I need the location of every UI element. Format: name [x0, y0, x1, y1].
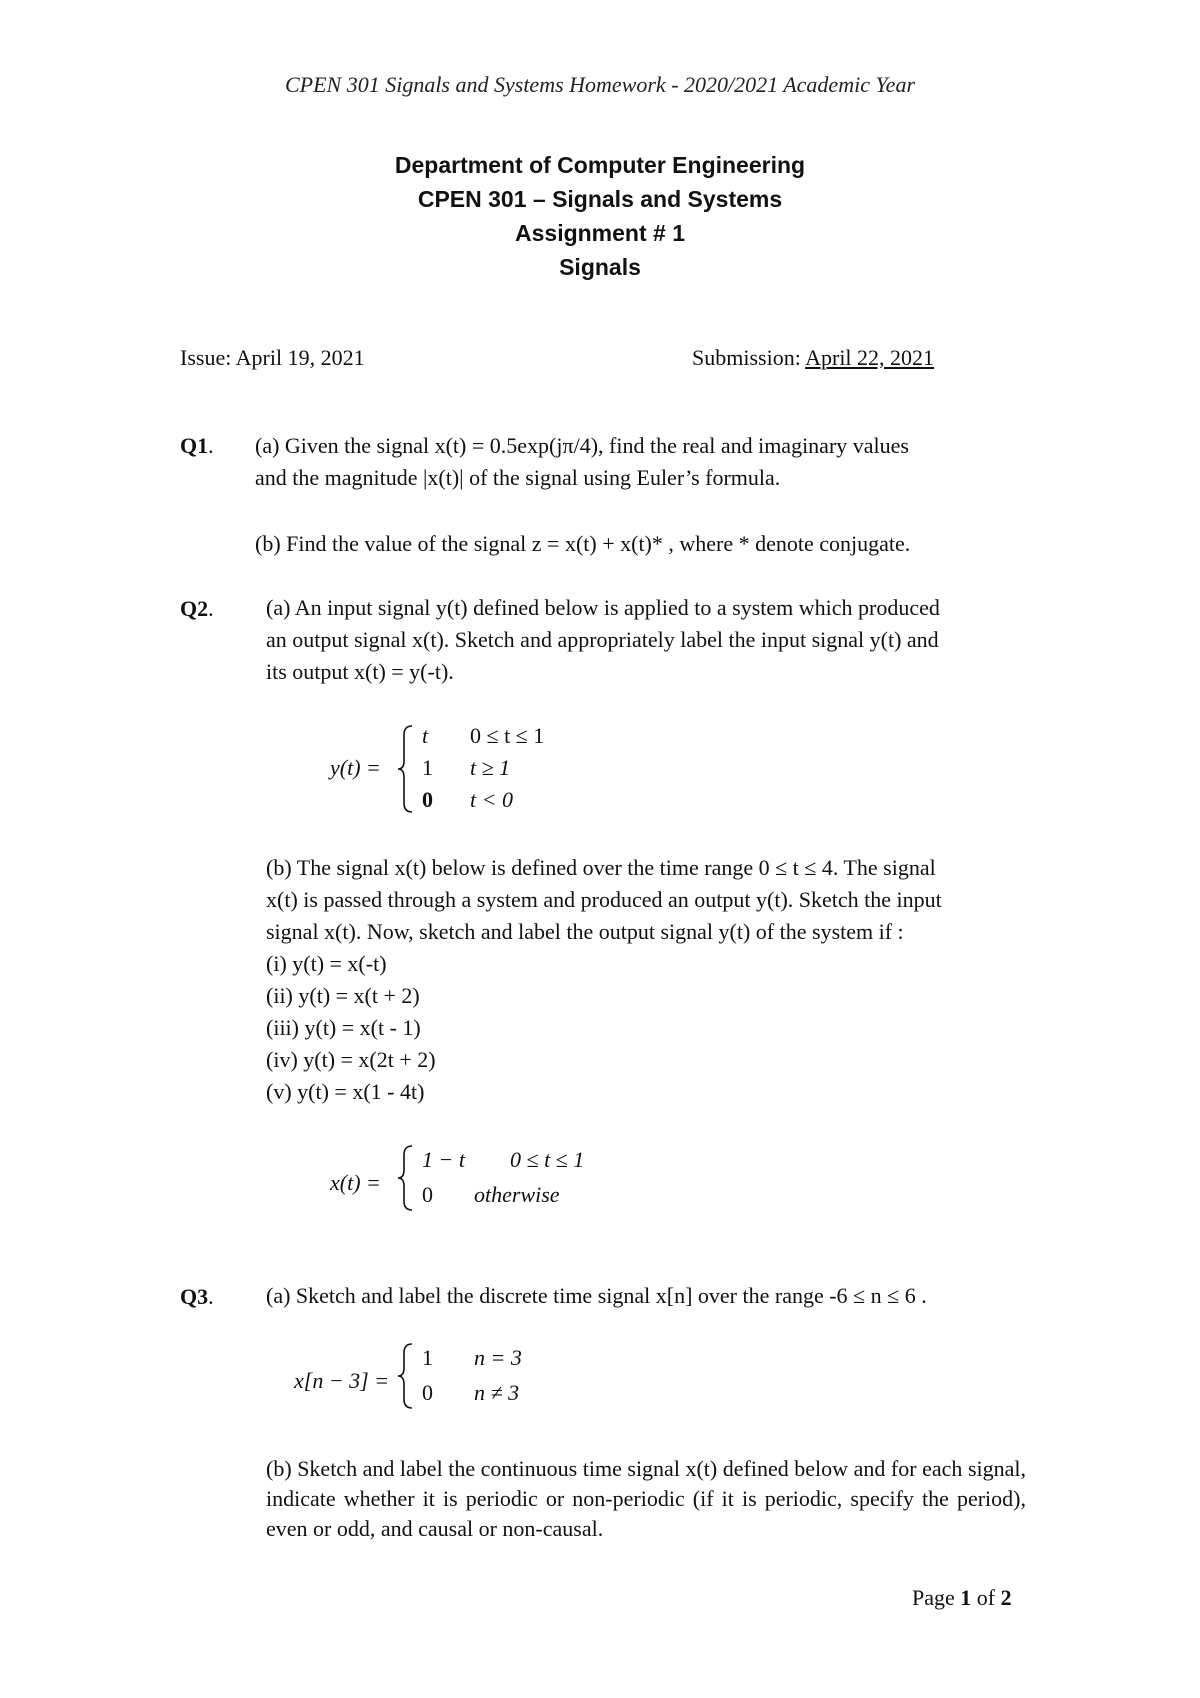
q1-part-a-line2: and the magnitude |x(t)| of the signal using Euler’s formula. [255, 465, 781, 490]
q2-part-b-line1: (b) The signal x(t) below is defined over the time range 0 ≤ t ≤ 4. The signal [266, 855, 936, 880]
eq3-row-1-value: 1 [422, 1345, 433, 1370]
page-footer [912, 1585, 1012, 1611]
q2-subpart-ii: (ii) y(t) = x(t + 2) [266, 983, 420, 1008]
q2-part-a-line3: its output x(t) = y(-t). [266, 659, 454, 684]
q2-part-a-line1: (a) An input signal y(t) defined below is applied to a system which produced [266, 595, 940, 620]
eq2-row-1-cond: 0 ≤ t ≤ 1 [510, 1147, 585, 1172]
eq3-row-2-cond: n ≠ 3 [474, 1380, 520, 1405]
q2-part-b-line3: signal x(t). Now, sketch and label the output signal y(t) of the system if : [266, 919, 904, 944]
eq2-brace [396, 1143, 416, 1213]
footer-of-word: of [976, 1585, 996, 1610]
issue-label: Issue: [180, 345, 232, 370]
eq1-row-1 [422, 723, 544, 749]
q1-label: Q1. [180, 433, 214, 458]
eq1-brace [396, 723, 416, 815]
q3-part-a: (a) Sketch and label the discrete time signal x[n] over the range -6 ≤ n ≤ 6 . [266, 1283, 927, 1308]
assignment-title: Assignment # 1 [515, 220, 685, 246]
q2-subpart-i: (i) y(t) = x(-t) [266, 951, 387, 976]
eq1-row-2-value: 1 [422, 755, 433, 780]
eq1-lhs: y(t) = [330, 755, 381, 780]
q2-subpart-v: (v) y(t) = x(1 - 4t) [266, 1079, 425, 1104]
q2-part-b-line2: x(t) is passed through a system and produced an output y(t). Sketch the input [266, 887, 942, 912]
eq1-row-2-cond: t ≥ 1 [470, 755, 511, 780]
eq1-row-3-cond: t < 0 [470, 787, 513, 812]
q1-part-b: (b) Find the value of the signal z = x(t) + x(t)* , where * denote conjugate. [255, 531, 911, 556]
eq1-row-1-cond: 0 ≤ t ≤ 1 [470, 723, 545, 748]
submission-date: April 22, 2021 [805, 345, 935, 370]
department-title: Department of Computer Engineering [394, 152, 806, 178]
eq1-row-1-value: t [422, 723, 429, 748]
q3-label: Q3. [180, 1284, 214, 1309]
q1-part-a-line1: (a) Given the signal x(t) = 0.5exp(jπ/4), find the real and imaginary values [255, 433, 909, 458]
issue-date-line [180, 345, 365, 371]
q2-subpart-iv: (iv) y(t) = x(2t + 2) [266, 1047, 436, 1072]
q3-part-b: (b) Sketch and label the continuous time signal x(t) defined below and for each signal, indicate whether it is periodic or non-periodic (if it is periodic, specify the period), even or odd, and causal or non-causal. [266, 1456, 1026, 1541]
footer-page-total: 2 [1000, 1585, 1012, 1610]
eq1-row-3-value: 0 [422, 787, 433, 812]
eq2-row-2 [422, 1182, 560, 1208]
topic-title: Signals [559, 254, 641, 280]
course-title: CPEN 301 – Signals and Systems [417, 186, 783, 212]
eq1-row-2 [422, 755, 510, 781]
eq3-row-2 [422, 1380, 519, 1406]
q2-subpart-iii: (iii) y(t) = x(t - 1) [266, 1015, 421, 1040]
eq2-lhs: x(t) = [330, 1170, 381, 1195]
eq3-brace [396, 1341, 416, 1411]
eq3-row-1 [422, 1345, 522, 1371]
submission-label: Submission: [692, 345, 801, 370]
eq3-row-2-value: 0 [422, 1380, 433, 1405]
eq2-row-2-value: 0 [422, 1182, 433, 1207]
title-block [0, 148, 1200, 284]
q2-part-a [266, 592, 1066, 688]
footer-page-word: Page [912, 1585, 955, 1610]
eq1-row-3 [422, 787, 513, 813]
q2-part-b [266, 852, 1066, 1108]
eq3-row-1-cond: n = 3 [474, 1345, 522, 1370]
q1-part-a [255, 430, 1055, 494]
issue-date: April 19, 2021 [235, 345, 365, 370]
eq2-row-1 [422, 1147, 584, 1173]
eq2-row-1-value: 1 − t [422, 1147, 465, 1172]
running-header: CPEN 301 Signals and Systems Homework - 2020/2021 Academic Year [284, 72, 916, 97]
submission-date-line [692, 345, 934, 371]
q2-part-a-line2: an output signal x(t). Sketch and appropriately label the input signal y(t) and [266, 627, 939, 652]
eq3-lhs: x[n − 3] = [294, 1368, 390, 1393]
q2-label: Q2. [180, 596, 214, 621]
eq2-row-2-cond: otherwise [474, 1182, 560, 1207]
footer-page-number: 1 [960, 1585, 972, 1610]
